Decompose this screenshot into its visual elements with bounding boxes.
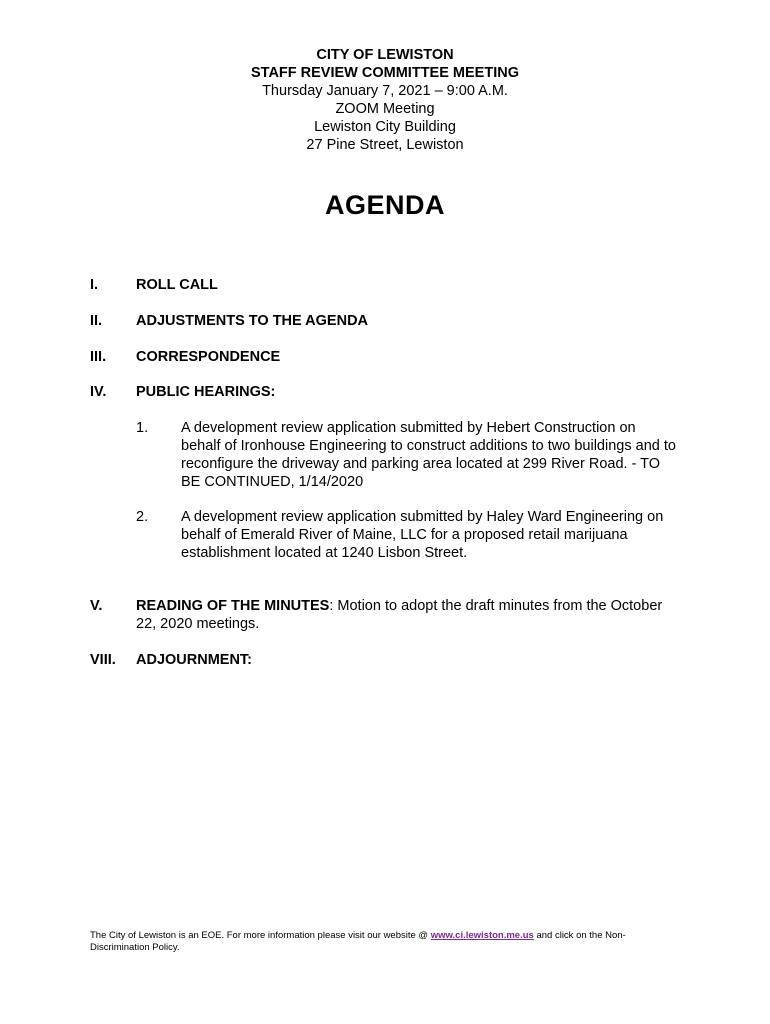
item-text: : Motion to adopt the draft minutes from the October 22, 2020 meetings. <box>136 598 663 632</box>
page-title: AGENDA <box>324 190 445 220</box>
item-number: III. <box>90 349 107 365</box>
hearing-number: 1. <box>136 420 149 436</box>
footer-note <box>90 930 680 954</box>
meeting-platform: ZOOM Meeting <box>335 101 435 117</box>
footer-text-after: and click on the Non-Discrimination Policy. <box>90 930 626 953</box>
item-label: ADJUSTMENTS TO THE AGENDA <box>136 313 369 329</box>
item-number: V. <box>90 598 103 614</box>
document-header <box>0 46 770 154</box>
meeting-address: 27 Pine Street, Lewiston <box>306 137 464 153</box>
hearing-text: A development review application submitted by Haley Ward Engineering on behalf of Emerald River of Maine, LLC for a proposed retail marijuana establishment located at 1240 Lisbon Street. <box>181 509 664 561</box>
meeting-name: STAFF REVIEW COMMITTEE MEETING <box>251 65 519 81</box>
item-number: I. <box>90 277 99 293</box>
hearing-number: 2. <box>136 509 149 525</box>
item-label: READING OF THE MINUTES <box>136 598 330 614</box>
meeting-building: Lewiston City Building <box>314 119 456 135</box>
city-name: CITY OF LEWISTON <box>316 47 454 63</box>
item-label: ROLL CALL <box>136 277 218 293</box>
item-number: VIII. <box>90 652 116 668</box>
footer-text-before: The City of Lewiston is an EOE. For more information please visit our website @ <box>90 930 431 941</box>
item-number: II. <box>90 313 103 329</box>
item-label: CORRESPONDENCE <box>136 349 281 365</box>
meeting-date: Thursday January 7, 2021 – 9:00 A.M. <box>262 83 508 99</box>
item-number: IV. <box>90 384 107 400</box>
item-label: PUBLIC HEARINGS: <box>136 384 276 400</box>
hearing-text: A development review application submitted by Hebert Construction on behalf of Ironhouse Engineering to construct additions to two buildings and to reconfigure the driveway and parking area located at 299 River Road. - TO BE CONTINUED, 1/14/2020 <box>181 420 676 490</box>
item-label: ADJOURNMENT: <box>136 652 252 668</box>
website-link[interactable]: www.ci.lewiston.me.us <box>430 930 534 941</box>
